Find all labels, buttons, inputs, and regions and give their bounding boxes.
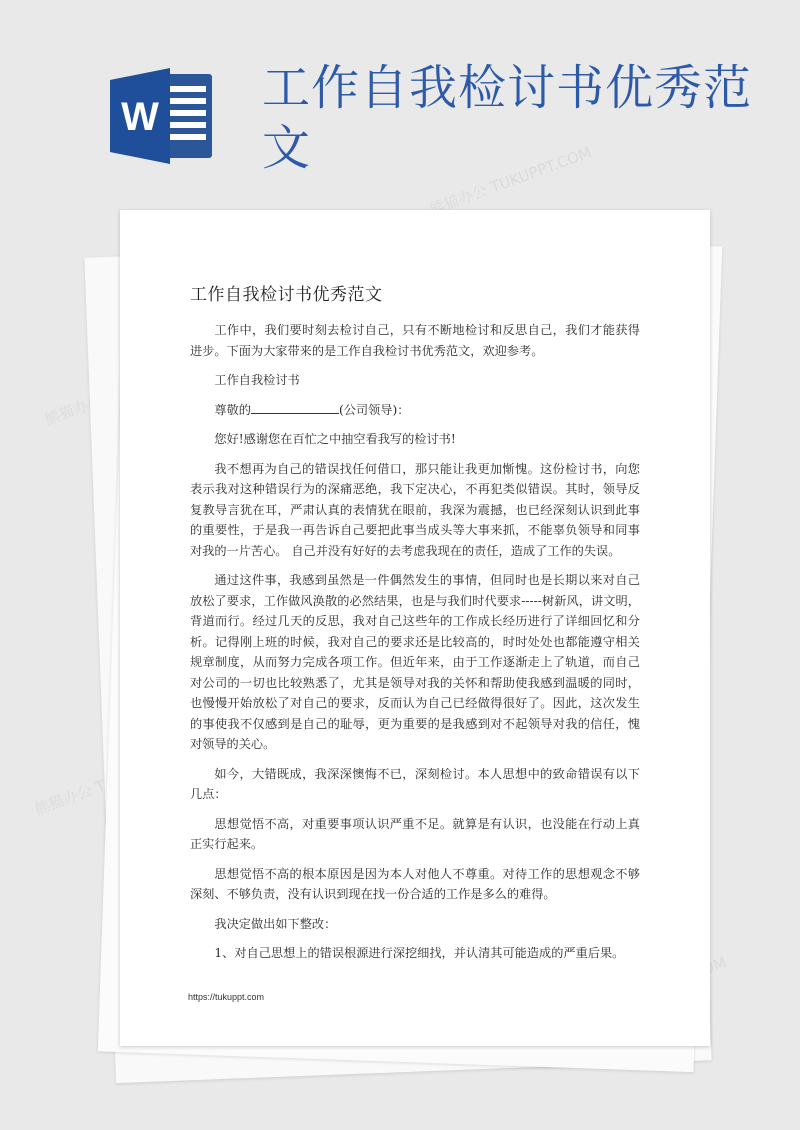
salutation	[190, 400, 640, 421]
document-page	[120, 210, 710, 1046]
salutation-suffix: (公司领导)：	[338, 402, 410, 417]
watermark: 熊猫办公 TUKUPPT.COM	[427, 143, 594, 219]
body-paragraph: 思想觉悟不高，对重要事项认识严重不足。就算是有认识，也没能在行动上真正实行起来。	[190, 816, 640, 851]
document-body	[190, 320, 640, 973]
footer-url[interactable]: https://tukuppt.com	[188, 992, 265, 1002]
body-paragraph: 如今，大错既成，我深深懊悔不已，深刻检讨。本人思想中的致命错误有以下几点：	[190, 766, 640, 801]
body-paragraph: 通过这件事，我感到虽然是一件偶然发生的事情，但同时也是长期以来对自己放松了要求，工作做风涣散的必然结果，也是与我们时代要求-----树新风，讲文明，背道而行。经过几天的反思，我对自己这些年的工作成长经历进行了详细回忆和分析。记得刚上班的时候，我对自己的要求还是比较高的，时时处处也都能遵守相关规章制度，从而努力完成各项工作。但近年来，由于工作逐渐走上了轨道，而自己对公司的一切也比较熟悉了，尤其是领导对我的关怀和帮助使我感到温暖的同时，也慢慢开始放松了对自己的要求，反而认为自己已经做得很好了。因此，这次发生的事使我不仅感到是自己的耻辱，更为重要的是我感到对不起领导对我的信任，愧对领导的关心。	[190, 573, 640, 751]
page-title: 工作自我检讨书优秀范文	[262, 60, 753, 176]
watermark: 熊猫办公	[32, 781, 95, 819]
body-paragraph: 我不想再为自己的错误找任何借口，那只能让我更加惭愧。这份检讨书，向您表示我对这种错误行为的深痛恶绝，我下定决心，不再犯类似错误。其时，领导反复教导言犹在耳，严肃认真的表情犹在眼前，我深为震撼，也已经深刻认识到此事的重要性，于是我一再告诉自己要把此事当成头等大事来抓，不能辜负领导和同事对我的一片苦心。 自己并没有好好的去考虑我现在的责任，造成了工作的失误。	[190, 461, 640, 558]
subheading: 工作自我检讨书	[214, 373, 300, 387]
greeting: 您好!感谢您在百忙之中抽空看我写的检讨书!	[214, 432, 456, 446]
word-document-icon	[110, 68, 218, 164]
body-paragraph: 1、对自己思想上的错误根源进行深挖细找，并认清其可能造成的严重后果。	[214, 946, 625, 960]
document-title: 工作自我检讨书优秀范文	[190, 285, 383, 305]
watermark: 熊猫办公	[42, 391, 105, 429]
blank-line	[251, 401, 339, 414]
body-paragraph: 思想觉悟不高的根本原因是因为本人对他人不尊重。对待工作的思想观念不够深刻、不够负责，没有认识到现在找一份合适的工作是多么的难得。	[190, 866, 640, 901]
salutation-prefix: 尊敬的	[214, 402, 251, 417]
svg-text:W: W	[121, 95, 159, 139]
intro-paragraph: 工作中，我们要时刻去检讨自己，只有不断地检讨和反思自己，我们才能获得进步。下面为大家带来的是工作自我检讨书优秀范文，欢迎参考。	[190, 323, 640, 358]
body-paragraph: 我决定做出如下整改：	[214, 916, 337, 931]
